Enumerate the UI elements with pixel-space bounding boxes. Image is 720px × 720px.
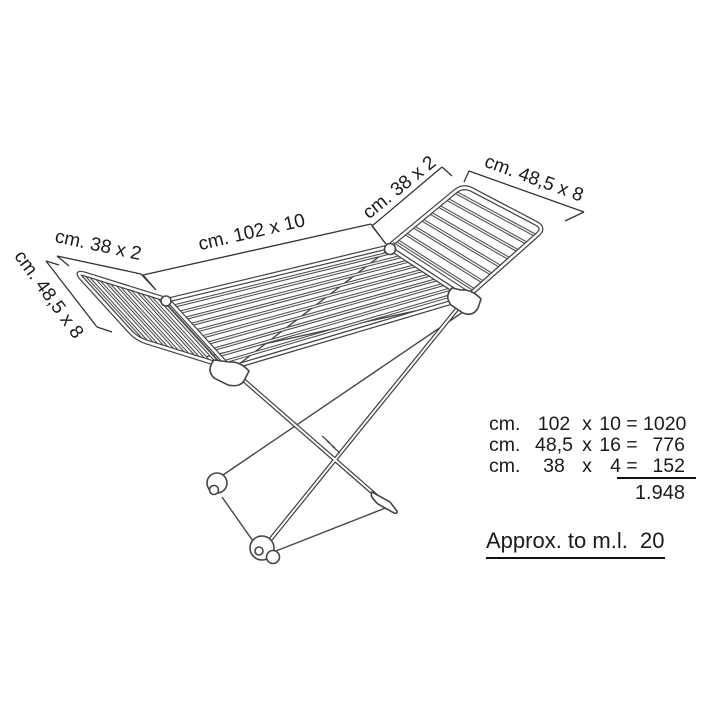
dim-label-right-wing-rail: cm. 48,5 x 8 bbox=[481, 151, 587, 207]
left-hinge-cap bbox=[161, 296, 171, 306]
dim-label-left-wing-arm: cm. 38 x 2 bbox=[53, 226, 144, 266]
calc-count: 10 bbox=[599, 413, 621, 435]
dimension-labels bbox=[10, 151, 587, 343]
calc-total: 152 bbox=[652, 455, 685, 477]
calc-unit: cm. bbox=[489, 434, 521, 456]
calc-equals-sign: = bbox=[626, 455, 638, 477]
calc-row-center bbox=[489, 414, 685, 435]
right-hinge-cap bbox=[385, 244, 396, 255]
calc-count: 4 bbox=[610, 455, 621, 477]
calc-equals-sign: = bbox=[626, 413, 638, 435]
calc-unit: cm. bbox=[489, 455, 521, 477]
calc-length: 38 bbox=[543, 455, 565, 477]
right-foot-tip bbox=[371, 492, 397, 513]
approx-note: Approx. to m.l. 20 bbox=[486, 528, 665, 559]
bottom-wheel-hub bbox=[255, 547, 263, 555]
calc-unit: cm. bbox=[489, 413, 521, 435]
drying-wires bbox=[85, 192, 536, 365]
dim-label-left-wing-rail: cm. 48,5 x 8 bbox=[9, 246, 88, 343]
calc-length: 48,5 bbox=[535, 434, 573, 456]
calc-row-wing-wires bbox=[489, 435, 685, 456]
calc-count: 16 bbox=[599, 434, 621, 456]
calc-equals-sign: = bbox=[626, 434, 638, 456]
left-wheel-hub bbox=[210, 486, 219, 495]
calc-total: 1020 bbox=[643, 413, 687, 435]
calculation-table bbox=[489, 414, 685, 477]
grand-total: 1.948 bbox=[634, 482, 685, 504]
calc-total: 776 bbox=[652, 434, 685, 456]
calc-times-sign: x bbox=[582, 455, 592, 477]
sum-divider-line bbox=[617, 477, 696, 479]
bottom-wheel-second bbox=[267, 551, 280, 564]
calc-length: 102 bbox=[537, 413, 571, 435]
calc-times-sign: x bbox=[582, 413, 592, 435]
dim-label-right-wing-arm: cm. 38 x 2 bbox=[358, 151, 441, 224]
dim-label-center-rails: cm. 102 x 10 bbox=[196, 210, 308, 256]
calc-row-wing-arms bbox=[489, 456, 685, 477]
calc-times-sign: x bbox=[582, 434, 592, 456]
legs bbox=[232, 303, 462, 545]
